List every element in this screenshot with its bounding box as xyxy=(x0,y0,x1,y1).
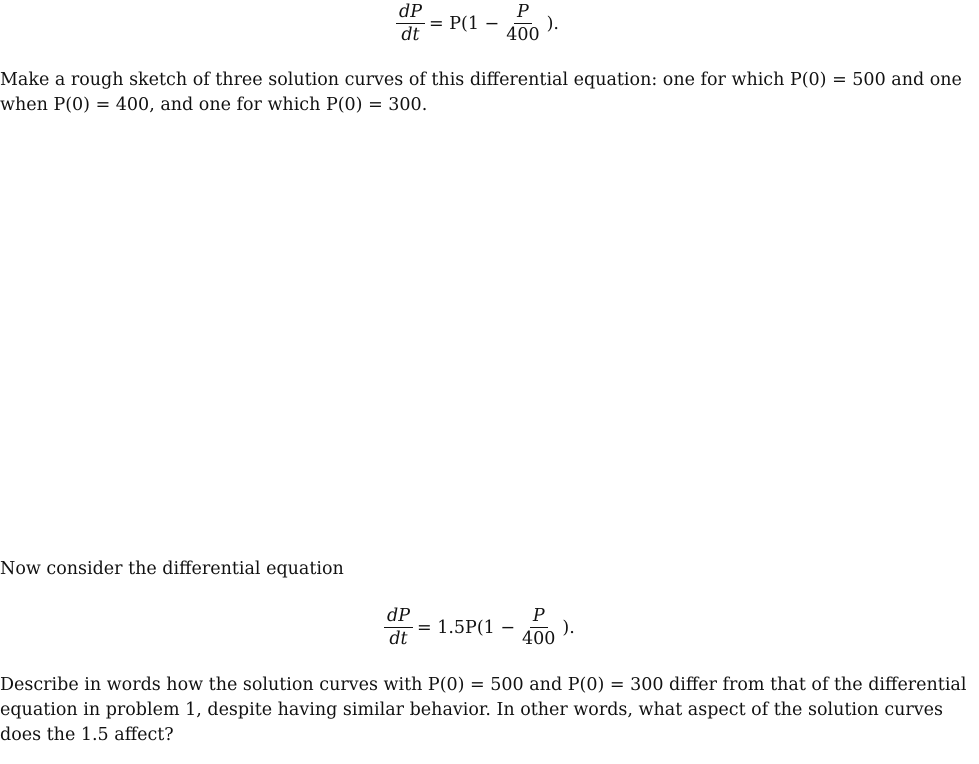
paragraph-line: Describe in words how the solution curves with P(0) = 500 and P(0) = 300 differ from that of the differential xyxy=(0,675,967,695)
equation-1 xyxy=(392,2,559,45)
paragraph-line: Make a rough sketch of three solution curves of this differential equation: one for which P(0) = 500 and one xyxy=(0,70,962,90)
fraction-denominator: 400 xyxy=(522,629,556,649)
fraction-denominator: dt xyxy=(401,25,420,45)
inner-fraction xyxy=(519,606,558,649)
fraction-numerator: P xyxy=(530,606,548,628)
equation-2 xyxy=(380,606,575,649)
derivative-fraction xyxy=(396,2,425,45)
paragraph-line: does the 1.5 affect? xyxy=(0,725,174,745)
equation-rhs-left: = 1.5P(1 − xyxy=(416,617,516,638)
describe-question-paragraph xyxy=(0,673,968,748)
fraction-denominator: dt xyxy=(389,629,408,649)
fraction-numerator: P xyxy=(514,2,532,24)
transition-paragraph xyxy=(0,557,968,582)
sketch-instructions-paragraph xyxy=(0,68,968,118)
fraction-numerator: dP xyxy=(384,606,413,628)
equation-rhs-right: ). xyxy=(562,617,575,638)
paragraph-line: when P(0) = 400, and one for which P(0) = 300. xyxy=(0,95,428,115)
paragraph-line: Now consider the differential equation xyxy=(0,559,344,579)
fraction-numerator: dP xyxy=(396,2,425,24)
equation-rhs-left: = P(1 − xyxy=(428,13,500,34)
equation-rhs-right: ). xyxy=(546,13,559,34)
fraction-denominator: 400 xyxy=(506,25,540,45)
paragraph-line: equation in problem 1, despite having similar behavior. In other words, what aspect of the solution curves xyxy=(0,700,944,720)
inner-fraction xyxy=(503,2,542,45)
derivative-fraction xyxy=(384,606,413,649)
